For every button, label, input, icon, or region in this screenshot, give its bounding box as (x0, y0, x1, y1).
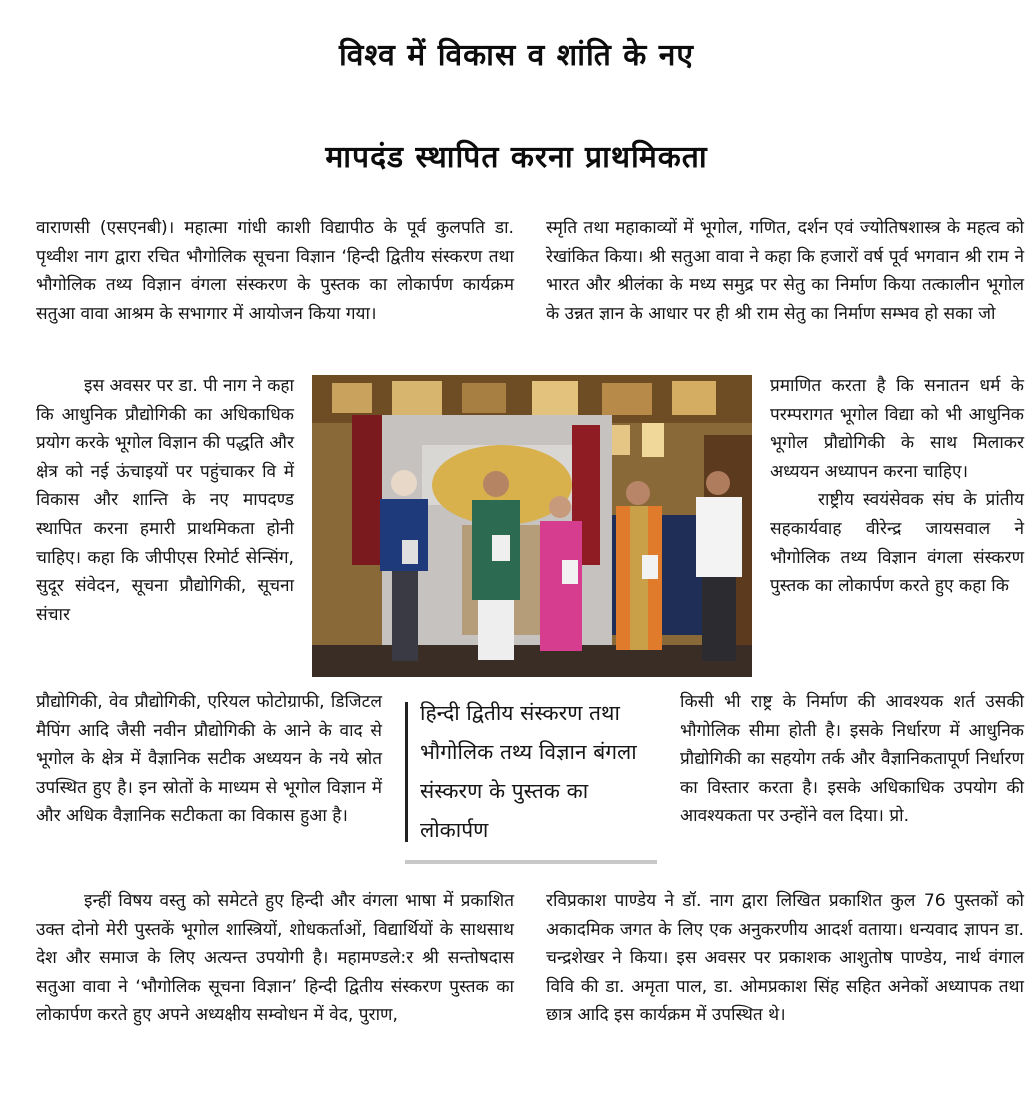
article-col-right-bottom (546, 887, 1024, 1030)
paragraph-rss: राष्ट्रीय स्वयंसेवक संघ के प्रांतीय सहकार्यवाह वीरेन्द्र जायसवाल ने भौगोलिक तथ्य विज्ञान वंगला संस्करण पुस्तक का लोकार्पण करते हुए कहा कि (770, 490, 1024, 597)
article-col-right-beside-photo (770, 372, 1024, 601)
article-col-right-beside-callout (680, 688, 1024, 831)
pull-quote-text: हिन्दी द्वितीय संस्करण तथा भौगोलिक तथ्य विज्ञान बंगला संस्करण के पुस्तक का लोकार्पण (420, 701, 637, 842)
event-photo-illustration (312, 375, 752, 677)
event-photo (312, 375, 752, 677)
paragraph-nag-quote: इस अवसर पर डा. पी नाग ने कहा कि आधुनिक प्रौद्योगिकी का अधिकाधिक प्रयोग करके भूगोल विज्ञान की पद्धति और क्षेत्र को नई ऊंचाइयों पर पहुंचाकर वि में विकास और शान्ति के नए मापदण्ड स्थापित करना हमारी प्राथमिकता होनी चाहिए। कहा कि जीपीएस रिमोर्ट सेन्सिंग, सुदूर संवेदन, सूचना प्रौद्योगिकी, सूचना संचार (36, 376, 294, 625)
article-lead (36, 214, 514, 328)
paragraph-technologies: प्रौद्योगिकी, वेव प्रौद्योगिकी, एरियल फोटोग्राफी, डिजिटल मैपिंग आदि जैसी नवीन प्रौद्योगिकी के आने के वाद से भूगोल के क्षेत्र में वैज्ञानिक सटीक अध्ययन के नये स्रोत उपस्थित हुए है। इन स्रोतों के माध्यम से भूगोल विज्ञान में और अधिक वैज्ञानिक सटीकता का विकास हुआ है। (36, 692, 382, 827)
paragraph-books: इन्हीं विषय वस्तु को समेटते हुए हिन्दी और वंगला भाषा में प्रकाशित उक्त दोनो मेरी पुस्तकें भूगोल शास्त्रियों, शोधकर्ताओं, विद्यार्थियों के साथसाथ देश और समाज के लिए अत्यन्त उपयोगी है। महामण्डले:र श्री सन्तोषदास सतुआ वावा ने ‘भौगोलिक सूचना विज्ञान’ हिन्दी द्वितीय संस्करण पुस्तक का लोकार्पण करते हुए अपने अध्यक्षीय सम्वोधन में वेद, पुराण, (36, 891, 514, 1026)
headline-line-1: विश्व में विकास व शांति के नए (338, 38, 695, 73)
article-col-left-beside-photo (36, 372, 294, 629)
paragraph-ram-setu: स्मृति तथा महाकाव्यों में भूगोल, गणित, दर्शन एवं ज्योतिषशास्त्र के महत्व को रेखांकित किया। श्री सतुआ वावा ने कहा कि हजारों वर्ष पूर्व भगवान श्री राम ने भारत और श्रीलंका के मध्य समुद्र पर सेतु का निर्माण किया तत्कालीन भूगोल के उन्नत ज्ञान के आधार पर ही श्री राम सेतु का निर्माण सम्भव हो सका जो (546, 218, 1024, 324)
headline-line-2: मापदंड स्थापित करना प्राथमिकता (325, 140, 708, 175)
pull-quote-underline (405, 860, 657, 864)
article-col-left-beside-callout (36, 688, 382, 831)
lead-paragraph: वाराणसी (एसएनबी)। महात्मा गांधी काशी विद्यापीठ के पूर्व कुलपति डा. पृथ्वीश नाग द्वारा रचित भौगोलिक सूचना विज्ञान ‘हिन्दी द्वितीय संस्करण तथा भौगोलिक तथ्य विज्ञान वंगला संस्करण के पुस्तक का लोकार्पण कार्यक्रम सतुआ वावा आश्रम के सभागार में आयोजन किया गया। (36, 218, 514, 324)
pull-quote-bar (405, 702, 408, 842)
paragraph-tradition: प्रमाणित करता है कि सनातन धर्म के परम्परागत भूगोल विद्या को भी आधुनिक भूगोल प्रौद्योगिकी के साथ मिलाकर अध्ययन अध्यापन करना चाहिए। (770, 376, 1024, 482)
pull-quote (405, 694, 660, 870)
paragraph-nation: किसी भी राष्ट्र के निर्माण की आवश्यक शर्त उसकी भौगोलिक सीमा होती है। इसके निर्धारण में आधुनिक प्रौद्योगिकी का सहयोग तर्क और वैज्ञानिकतापूर्ण निर्धारण का विस्तार करता है। इसके अधिकाधिक उपयोग की आवश्यकता पर उन्होंने वल दिया। प्रो. (680, 692, 1024, 827)
article-col-right-top (546, 214, 1024, 328)
paragraph-closing: रविप्रकाश पाण्डेय ने डॉ. नाग द्वारा लिखित प्रकाशित कुल 76 पुस्तकों को अकादमिक जगत के लिए एक अनुकरणीय आदर्श वताया। धन्यवाद ज्ञापन डा. चन्द्रशेखर ने किया। इस अवसर पर प्रकाशक आशुतोष पाण्डेय, नार्थ वंगाल विवि की डा. अमृता पाल, डा. ओमप्रकाश सिंह सहित अनेकों अध्यापक तथा छात्र आदि इस कार्यक्रम में उपस्थित थे। (546, 891, 1024, 1026)
article-col-left-bottom (36, 887, 514, 1030)
